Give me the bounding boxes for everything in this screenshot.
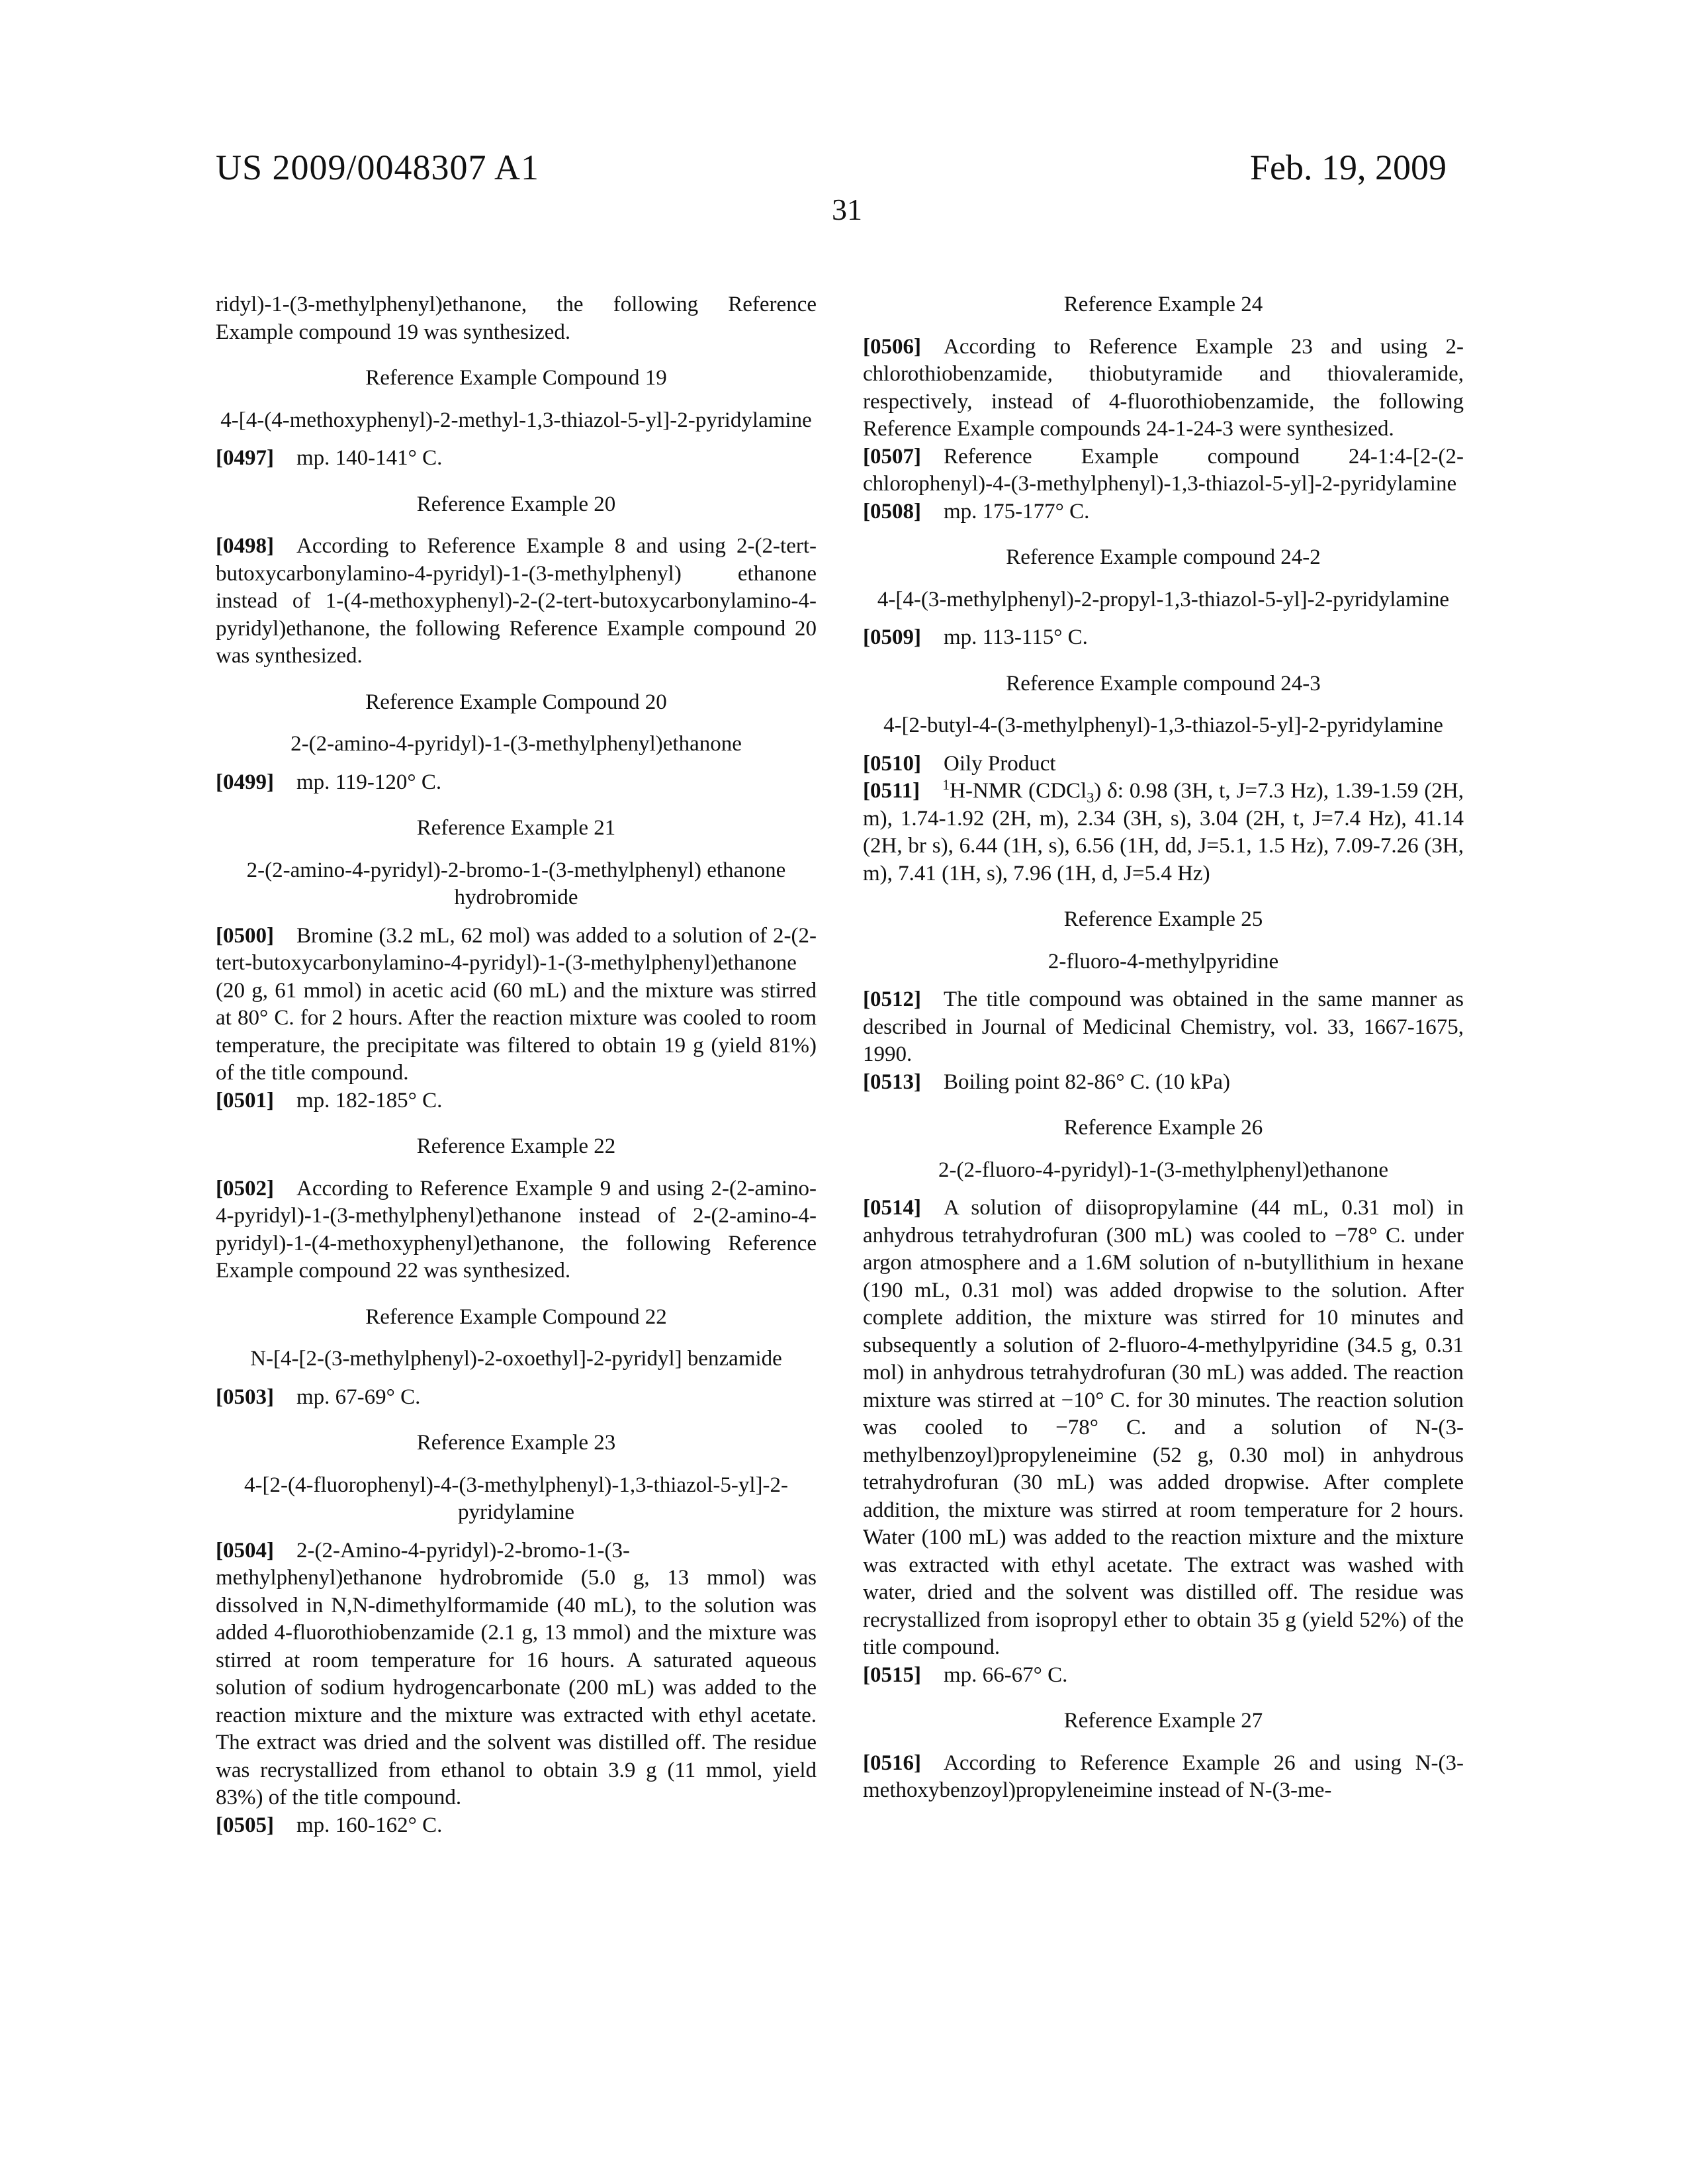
paragraph-0513 bbox=[863, 1069, 1464, 1097]
left-column bbox=[216, 291, 817, 1839]
heading-reference-example-22: Reference Example 22 bbox=[216, 1133, 817, 1161]
paragraph-number: [0511] bbox=[863, 779, 920, 803]
paragraph-text: According to Reference Example 8 and using 2-(2-tert-butoxycarbonylamino-4-pyridyl)-1-(3-methylphenyl) ethanone instead of 1-(4-methoxyphenyl)-2-(2-tert-butoxycarbonylamino-4-pyridyl)ethanone, the following Reference Example compound 20 was synthesized. bbox=[216, 534, 817, 668]
paragraph-number: [0501] bbox=[216, 1089, 274, 1113]
paragraph-text: mp. 66-67° C. bbox=[944, 1663, 1067, 1687]
compound-19-name: 4-[4-(4-methoxyphenyl)-2-methyl-1,3-thiazol-5-yl]-2-pyridylamine bbox=[216, 407, 817, 435]
reference-example-23-name: 4-[2-(4-fluorophenyl)-4-(3-methylphenyl)-1,3-thiazol-5-yl]-2-pyridylamine bbox=[216, 1472, 817, 1527]
paragraph-0509 bbox=[863, 624, 1464, 652]
publication-date: Feb. 19, 2009 bbox=[1250, 147, 1447, 188]
paragraph-0515 bbox=[863, 1662, 1464, 1690]
reference-example-21-name: 2-(2-amino-4-pyridyl)-2-bromo-1-(3-methylphenyl) ethanone hydrobromide bbox=[216, 857, 817, 912]
heading-reference-example-26: Reference Example 26 bbox=[863, 1115, 1464, 1142]
paragraph-0514 bbox=[863, 1195, 1464, 1662]
compound-24-3-name: 4-[2-butyl-4-(3-methylphenyl)-1,3-thiazol-5-yl]-2-pyridylamine bbox=[863, 712, 1464, 740]
paragraph-text: mp. 175-177° C. bbox=[944, 500, 1089, 523]
reference-example-25-name: 2-fluoro-4-methylpyridine bbox=[863, 948, 1464, 976]
paragraph-number: [0504] bbox=[216, 1539, 274, 1563]
heading-reference-example-23: Reference Example 23 bbox=[216, 1430, 817, 1457]
paragraph-number: [0505] bbox=[216, 1813, 274, 1837]
patent-number: US 2009/0048307 A1 bbox=[216, 147, 539, 188]
paragraph-number: [0506] bbox=[863, 335, 921, 359]
compound-20-name: 2-(2-amino-4-pyridyl)-1-(3-methylphenyl)ethanone bbox=[216, 731, 817, 758]
paragraph-text: Bromine (3.2 mL, 62 mol) was added to a solution of 2-(2-tert-butoxycarbonylamino-4-pyridyl)-1-(3-methylphenyl)ethanone (20 g, 61 mmol) in acetic acid (60 mL) and the mixture was stirred at 80° C. for 2 hours. After the reaction mixture was cooled to room temperature, the precipitate was filtered to obtain 19 g (yield 81%) of the title compound. bbox=[216, 924, 817, 1085]
heading-reference-example-25: Reference Example 25 bbox=[863, 906, 1464, 934]
paragraph-number: [0515] bbox=[863, 1663, 921, 1687]
paragraph-text: According to Reference Example 23 and using 2-chlorothiobenzamide, thiobutyramide and thiovaleramide, respectively, instead of 4-fluorothiobenzamide, the following Reference Example compounds 24-1-24-3 were synthesized. bbox=[863, 335, 1464, 441]
compound-24-2-name: 4-[4-(3-methylphenyl)-2-propyl-1,3-thiazol-5-yl]-2-pyridylamine bbox=[863, 586, 1464, 614]
paragraph-text: mp. 160-162° C. bbox=[296, 1813, 442, 1837]
heading-compound-24-2: Reference Example compound 24-2 bbox=[863, 544, 1464, 572]
heading-reference-example-24: Reference Example 24 bbox=[863, 291, 1464, 319]
paragraph-0499 bbox=[216, 769, 817, 797]
paragraph-0497 bbox=[216, 445, 817, 473]
paragraph-0500 bbox=[216, 923, 817, 1087]
paragraph-0507 bbox=[863, 443, 1464, 498]
paragraph-number: [0509] bbox=[863, 625, 921, 649]
paragraph-0505 bbox=[216, 1812, 817, 1840]
continued-text: ridyl)-1-(3-methylphenyl)ethanone, the following Reference Example compound 19 was synthesized. bbox=[216, 291, 817, 346]
heading-compound-20: Reference Example Compound 20 bbox=[216, 689, 817, 717]
paragraph-text: A solution of diisopropylamine (44 mL, 0.31 mol) in anhydrous tetrahydrofuran (300 mL) was cooled to −78° C. under argon atmosphere and a 1.6M solution of n-butyllithium in hexane (190 mL, 0.31 mol) was added dropwise to the solution. After complete addition, the mixture was stirred for 10 minutes and subsequently a solution of 2-fluoro-4-methylpyridine (34.5 g, 0.31 mol) in anhydrous tetrahydrofuran (30 mL) was added. The reaction mixture was stirred at −10° C. for 30 minutes. The reaction solution was cooled to −78° C. and a solution of N-(3-methylbenzoyl)propyleneimine (52 g, 0.30 mol) in anhydrous tetrahydrofuran (30 mL) was added dropwise. After complete addition, the mixture was stirred at room temperature for 2 hours. Water (100 mL) was added to the reaction mixture and the mixture was extracted with ethyl acetate. The extract was washed with water, dried and the solvent was distilled off. The residue was recrystallized from isopropyl ether to obtain 35 g (yield 52%) of the title compound. bbox=[863, 1196, 1464, 1659]
nmr-subscript: 3 bbox=[1087, 790, 1094, 806]
paragraph-0516 bbox=[863, 1750, 1464, 1805]
paragraph-text-cont: ) δ: 0.98 (3H, t, J=7.3 Hz), 1.39-1.59 (2H, m), 1.74-1.92 (2H, m), 2.34 (3H, s), 3.04 (2H, t, J=7.4 Hz), 41.14 (2H, br s), 6.44 (1H, s), 6.56 (1H, dd, J=5.1, 1.5 Hz), 7.09-7.26 (3H, m), 7.41 (1H, s), 7.96 (1H, d, J=5.4 Hz) bbox=[863, 779, 1464, 886]
paragraph-0502 bbox=[216, 1175, 817, 1285]
paragraph-number: [0507] bbox=[863, 445, 921, 469]
paragraph-number: [0500] bbox=[216, 924, 274, 948]
page-number: 31 bbox=[0, 192, 1694, 227]
paragraph-0498 bbox=[216, 533, 817, 670]
paragraph-number: [0510] bbox=[863, 752, 921, 776]
paragraph-number: [0499] bbox=[216, 770, 274, 794]
nmr-superscript: 1 bbox=[942, 776, 950, 793]
paragraph-0506 bbox=[863, 334, 1464, 443]
heading-reference-example-20: Reference Example 20 bbox=[216, 491, 817, 519]
paragraph-0504 bbox=[216, 1537, 817, 1812]
paragraph-text: Reference Example compound 24-1:4-[2-(2-chlorophenyl)-4-(3-methylphenyl)-1,3-thiazol-5-yl]-2-pyridylamine bbox=[863, 445, 1464, 496]
heading-compound-19: Reference Example Compound 19 bbox=[216, 365, 817, 392]
paragraph-number: [0516] bbox=[863, 1751, 921, 1775]
paragraph-0503 bbox=[216, 1384, 817, 1412]
heading-reference-example-21: Reference Example 21 bbox=[216, 815, 817, 842]
paragraph-text: mp. 140-141° C. bbox=[296, 446, 442, 470]
paragraph-number: [0514] bbox=[863, 1196, 921, 1220]
paragraph-number: [0498] bbox=[216, 534, 274, 558]
heading-reference-example-27: Reference Example 27 bbox=[863, 1707, 1464, 1735]
paragraph-number: [0497] bbox=[216, 446, 274, 470]
paragraph-0512 bbox=[863, 986, 1464, 1069]
paragraph-0510 bbox=[863, 751, 1464, 778]
paragraph-text: H-NMR (CDCl bbox=[950, 779, 1087, 803]
heading-compound-22: Reference Example Compound 22 bbox=[216, 1304, 817, 1332]
paragraph-text: mp. 182-185° C. bbox=[296, 1089, 442, 1113]
paragraph-number: [0502] bbox=[216, 1177, 274, 1201]
paragraph-0511 bbox=[863, 778, 1464, 887]
compound-22-name: N-[4-[2-(3-methylphenyl)-2-oxoethyl]-2-pyridyl] benzamide bbox=[216, 1345, 817, 1373]
paragraph-text: mp. 119-120° C. bbox=[296, 770, 441, 794]
paragraph-text: Boiling point 82-86° C. (10 kPa) bbox=[944, 1070, 1230, 1094]
right-column bbox=[863, 291, 1464, 1805]
paragraph-number: [0508] bbox=[863, 500, 921, 523]
paragraph-text: mp. 67-69° C. bbox=[296, 1385, 420, 1409]
paragraph-text: The title compound was obtained in the same manner as described in Journal of Medicinal Chemistry, vol. 33, 1667-1675, 1990. bbox=[863, 987, 1464, 1066]
paragraph-number: [0513] bbox=[863, 1070, 921, 1094]
heading-compound-24-3: Reference Example compound 24-3 bbox=[863, 670, 1464, 698]
paragraph-text: According to Reference Example 26 and using N-(3-methoxybenzoyl)propyleneimine instead of N-(3-me- bbox=[863, 1751, 1464, 1803]
paragraph-text: mp. 113-115° C. bbox=[944, 625, 1088, 649]
paragraph-text: Oily Product bbox=[944, 752, 1056, 776]
patent-page bbox=[0, 0, 1694, 2184]
paragraph-number: [0512] bbox=[863, 987, 921, 1011]
paragraph-0501 bbox=[216, 1087, 817, 1115]
paragraph-text: 2-(2-Amino-4-pyridyl)-2-bromo-1-(3-methylphenyl)ethanone hydrobromide (5.0 g, 13 mmol) was dissolved in N,N-dimethylformamide (40 mL), to the solution was added 4-fluorothiobenzamide (2.1 g, 13 mmol) and the mixture was stirred at room temperature for 16 hours. A saturated aqueous solution of sodium hydrogencarbonate (200 mL) was added to the reaction mixture and the mixture was extracted with ethyl acetate. The extract was dried and the solvent was distilled off. The residue was recrystallized from ethanol to obtain 3.9 g (11 mmol, yield 83%) of the title compound. bbox=[216, 1539, 817, 1810]
reference-example-26-name: 2-(2-fluoro-4-pyridyl)-1-(3-methylphenyl)ethanone bbox=[863, 1157, 1464, 1185]
paragraph-0508 bbox=[863, 498, 1464, 526]
paragraph-number: [0503] bbox=[216, 1385, 274, 1409]
paragraph-text: According to Reference Example 9 and using 2-(2-amino-4-pyridyl)-1-(3-methylphenyl)ethanone instead of 2-(2-amino-4-pyridyl)-1-(4-methoxyphenyl)ethanone, the following Reference Example compound 22 was synthesized. bbox=[216, 1177, 817, 1283]
